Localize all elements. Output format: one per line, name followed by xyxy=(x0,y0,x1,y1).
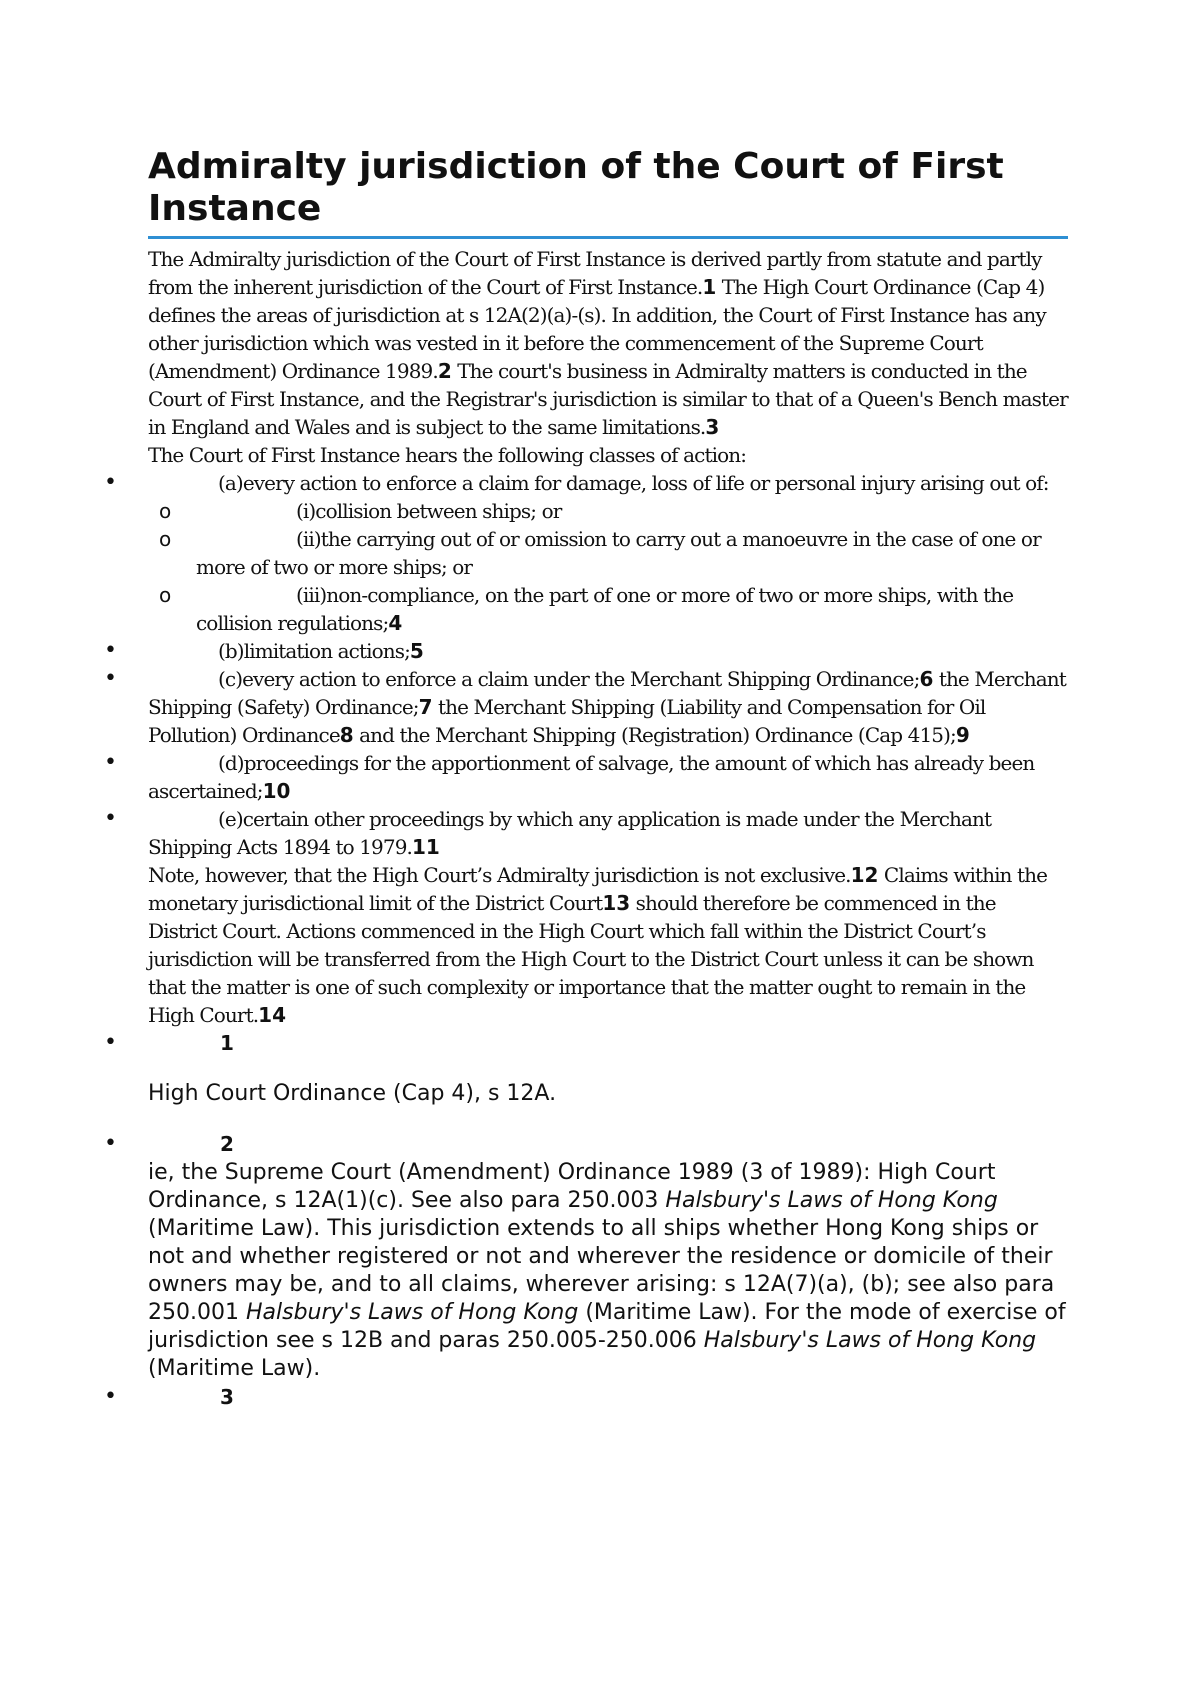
circle-bullet-icon: o xyxy=(159,583,171,607)
footnote-ref[interactable]: 14 xyxy=(258,1003,287,1027)
circle-bullet-icon: o xyxy=(159,499,171,523)
footnote-text: ie, the Supreme Court (Amendment) Ordinance 1989 (3 of 1989): High Court Ordinance, s 12A(1)(c). See also para 250.003 Halsbury's Laws of Hong Kong (Maritime Law). This jurisdiction extends to all ships whether Hong Kong ships or not and whether registered or not and wherever the residence or domicile of their owners may be, and to all claims, wherever arising: s 12A(7)(a), (b); see also para 250.001 Halsbury's Laws of Hong Kong (Maritime Law). For the mode of exercise of jurisdiction see s 12B and paras 250.005-250.006 Halsbury's Laws of Hong Kong (Maritime Law). xyxy=(148,1160,1066,1381)
footnotes-list xyxy=(104,1029,1068,1412)
footnote-ref[interactable]: 6 xyxy=(919,667,934,691)
list-item: • (e)certain other proceedings by which any application is made under the Merchant Shipping Acts 1894 to 1979.11 xyxy=(104,806,992,859)
footnote-number: 2 xyxy=(220,1132,234,1156)
list-item: • (a)every action to enforce a claim for damage, loss of life or personal injury arising out of: o (i)collision between ships; or o (ii)the carrying out of or omission to carry out a manoeuvre in the case of one or more of two or more ships; or o (iii)non-compliance, on the part of one or more of two or more ships, with the collision regulations;4 xyxy=(148,469,1068,637)
sub-list-item: o (iii)non-compliance, on the part of one or more of two or more ships, with the collision regulations;4 xyxy=(159,583,1014,635)
bullet-icon: • xyxy=(104,1384,117,1409)
footnote-ref[interactable]: 3 xyxy=(705,415,720,439)
sub-list-item: o (i)collision between ships; or xyxy=(159,499,562,523)
sub-list xyxy=(148,497,1068,637)
footnote-ref[interactable]: 5 xyxy=(409,639,424,663)
bullet-icon: • xyxy=(104,666,117,691)
list-item: • (c)every action to enforce a claim under the Merchant Shipping Ordinance;6 the Merchant Shipping (Safety) Ordinance;7 the Merchant Shipping (Liability and Compensation for Oil Pollution) Ordinance8 and the Merchant Shipping (Registration) Ordinance (Cap 415);9 xyxy=(104,666,1066,747)
footnote-ref[interactable]: 11 xyxy=(411,835,440,859)
footnote-ref[interactable]: 10 xyxy=(262,779,291,803)
footnote-ref[interactable]: 4 xyxy=(388,611,403,635)
page-title: Admiralty jurisdiction of the Court of First Instance xyxy=(148,146,1004,229)
footnote-number: 1 xyxy=(220,1031,234,1055)
list-item: • (d)proceedings for the apportionment of salvage, the amount of which has already been ascertained;10 xyxy=(104,750,1035,803)
footnote-item xyxy=(104,1029,1068,1130)
note-paragraph: Note, however, that the High Court’s Admiralty jurisdiction is not exclusive.12 Claims within the monetary jurisdictional limit of the District Court13 should therefore be commenced in the District Court. Actions commenced in the High Court which fall within the District Court’s jurisdiction will be transferred from the High Court to the District Court unless it can be shown that the matter is one of such complexity or importance that the matter ought to remain in the High Court.14 xyxy=(148,863,1048,1027)
bullet-icon: • xyxy=(104,806,117,831)
classes-intro: The Court of First Instance hears the following classes of action: xyxy=(148,443,747,467)
sub-list-item: o (ii)the carrying out of or omission to carry out a manoeuvre in the case of one or more of two or more ships; or xyxy=(159,527,1041,579)
footnote-text: High Court Ordinance (Cap 4), s 12A. xyxy=(148,1081,557,1106)
footnote-ref[interactable]: 1 xyxy=(702,275,717,299)
bullet-icon: • xyxy=(104,750,117,775)
footnote-item xyxy=(104,1383,1068,1412)
footnote-ref[interactable]: 2 xyxy=(437,359,452,383)
footnote-ref[interactable]: 9 xyxy=(955,723,970,747)
bullet-icon: • xyxy=(104,638,117,663)
title-underline xyxy=(148,236,1068,239)
classes-list xyxy=(104,469,1068,861)
bullet-icon: • xyxy=(104,1131,117,1156)
bullet-icon: • xyxy=(104,1030,117,1055)
bullet-icon: • xyxy=(104,470,117,495)
document-page xyxy=(104,140,1068,1412)
intro-paragraph: The Admiralty jurisdiction of the Court of First Instance is derived partly from statute and partly from the inherent jurisdiction of the Court of First Instance.1 The High Court Ordinance (Cap 4) defines the areas of jurisdiction at s 12A(2)(a)-(s). In addition, the Court of First Instance has any other jurisdiction which was vested in it before the commencement of the Supreme Court (Amendment) Ordinance 1989.2 The court's business in Admiralty matters is conducted in the Court of First Instance, and the Registrar's jurisdiction is similar to that of a Queen's Bench master in England and Wales and is subject to the same limitations.3 xyxy=(148,247,1068,439)
circle-bullet-icon: o xyxy=(159,527,171,551)
list-item: • (b)limitation actions;5 xyxy=(104,638,424,663)
footnote-number: 3 xyxy=(220,1385,234,1409)
footnote-item xyxy=(104,1130,1068,1383)
footnote-ref[interactable]: 7 xyxy=(418,695,433,719)
footnote-ref[interactable]: 12 xyxy=(850,863,879,887)
footnote-ref[interactable]: 8 xyxy=(339,723,354,747)
footnote-ref[interactable]: 13 xyxy=(602,891,631,915)
